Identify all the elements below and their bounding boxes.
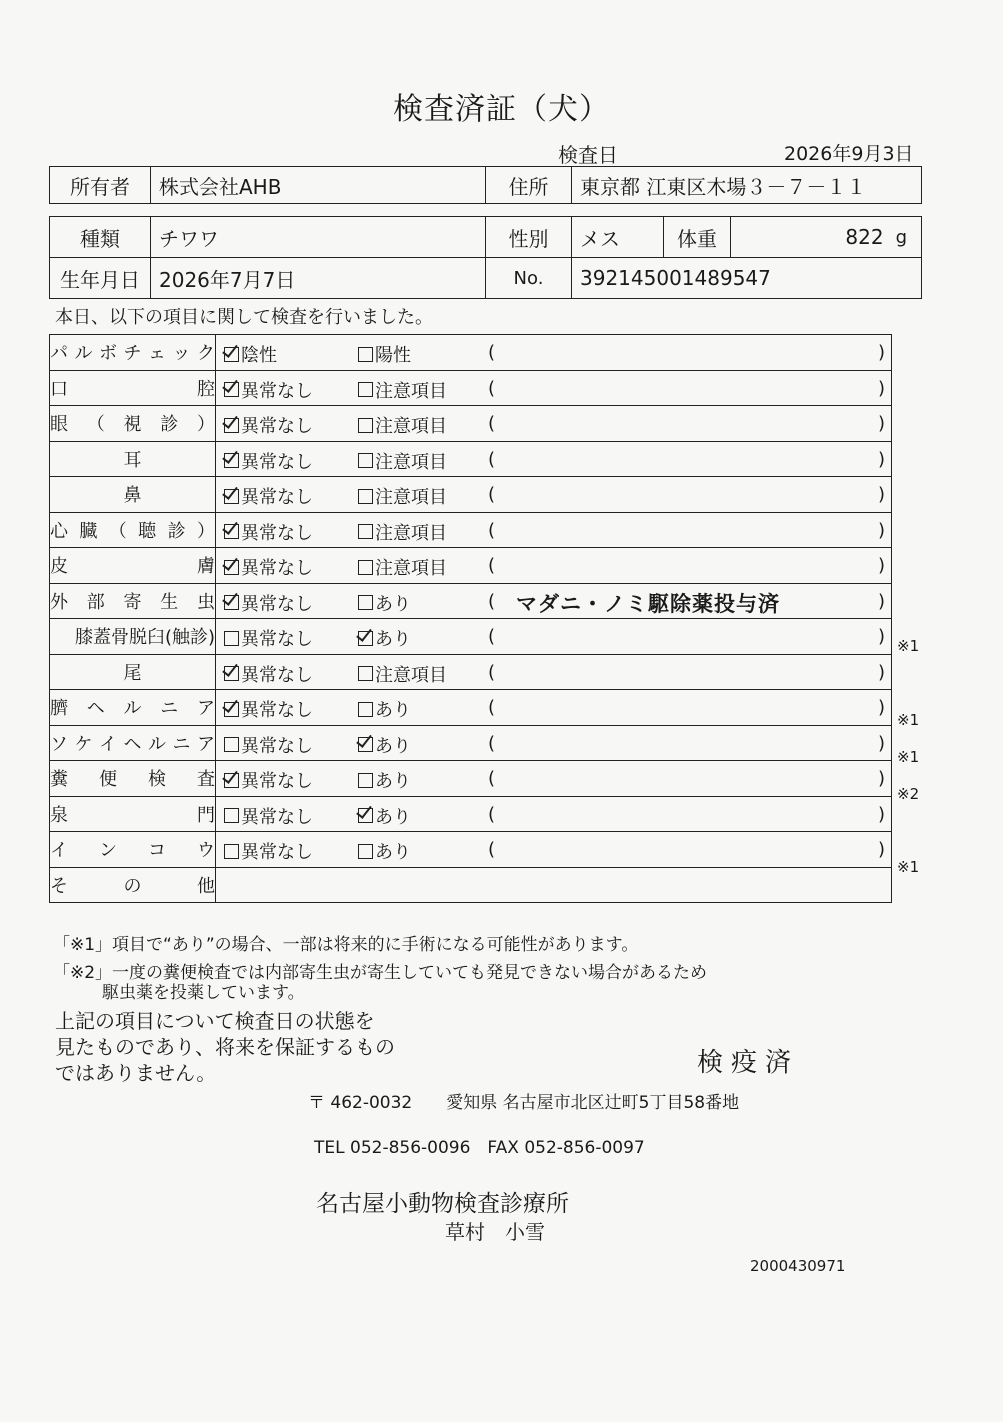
option-label: あり	[375, 806, 411, 828]
disclaimer-line: 見たものであり、将来を保証するもの	[55, 1035, 395, 1059]
option-label: 異常なし	[241, 735, 313, 757]
item-name-char: ヘ	[86, 698, 105, 720]
remarks-close-paren: )	[877, 590, 885, 612]
checkbox-icon[interactable]	[358, 453, 373, 468]
option-label: 異常なし	[241, 558, 313, 579]
remarks-open-paren: (	[488, 519, 496, 541]
remarks-close-paren: )	[877, 697, 885, 718]
result-option-2[interactable]	[358, 519, 447, 545]
result-option-1[interactable]	[224, 341, 277, 367]
option-label: 陰性	[241, 345, 277, 366]
inspection-item-name	[50, 832, 216, 868]
option-label: 異常なし	[241, 629, 313, 650]
checkbox-icon[interactable]	[358, 773, 373, 788]
remarks-open-paren: (	[488, 555, 496, 576]
result-option-1[interactable]	[224, 803, 313, 829]
item-name-char: （	[86, 414, 105, 436]
remarks-close-paren: )	[877, 803, 885, 825]
result-option-2[interactable]	[358, 661, 447, 687]
inspection-result	[216, 335, 892, 371]
owner-label: 所有者	[49, 166, 151, 204]
result-option-2[interactable]	[358, 625, 411, 651]
result-option-1[interactable]	[224, 732, 313, 758]
sex-label: 性別	[485, 216, 572, 258]
item-name-char: 査	[197, 769, 215, 791]
remarks-open-paren: (	[488, 448, 496, 470]
result-option-1[interactable]	[224, 448, 313, 474]
inspection-result	[216, 690, 892, 726]
option-label: 異常なし	[241, 522, 313, 544]
note-reference-mark: ※1	[897, 711, 920, 729]
result-option-2[interactable]	[358, 483, 447, 509]
item-name-char: ェ	[148, 343, 166, 365]
result-option-2[interactable]	[358, 341, 411, 367]
option-label: あり	[375, 629, 411, 650]
inspection-row	[50, 761, 892, 797]
sex-value: メス	[571, 216, 664, 258]
remarks-close-paren: )	[877, 484, 885, 505]
checkbox-icon[interactable]	[224, 702, 239, 717]
item-name-char: 膝蓋骨脱臼(触診)	[74, 627, 215, 649]
item-name-char: 寄	[123, 591, 142, 613]
serial-number: 2000430971	[750, 1257, 846, 1275]
note-reference-mark: ※1	[897, 858, 920, 877]
result-option-2[interactable]	[358, 803, 411, 829]
inspection-row	[50, 725, 892, 761]
checkbox-icon[interactable]	[358, 347, 373, 362]
option-label: あり	[375, 700, 411, 721]
inspection-row	[50, 441, 892, 477]
item-name-char: 臓	[79, 520, 98, 542]
inspection-row	[50, 654, 892, 690]
remarks-open-paren: (	[488, 626, 496, 647]
item-name-char: 虫	[197, 591, 215, 613]
item-name-char: ル	[74, 343, 93, 365]
option-label: 注意項目	[375, 558, 447, 579]
remarks-open-paren: (	[488, 697, 496, 718]
weight-value: 822	[845, 225, 884, 249]
weight-label: 体重	[663, 216, 731, 258]
result-option-1[interactable]	[224, 590, 313, 616]
item-name-char: 他	[197, 875, 215, 897]
checkbox-icon[interactable]	[358, 631, 373, 646]
checkbox-icon[interactable]	[224, 382, 239, 397]
item-name-char: ソ	[50, 733, 68, 755]
checkbox-icon[interactable]	[224, 453, 239, 468]
result-option-1[interactable]	[224, 696, 313, 722]
item-name-char: 皮	[50, 556, 68, 578]
result-option-1[interactable]	[224, 554, 313, 580]
footnote-2-line-1: 「※2」一度の糞便検査では内部寄生虫が寄生していても発見できない場合があるため	[53, 963, 708, 983]
option-label: 陽性	[375, 345, 411, 366]
remarks-close-paren: )	[877, 342, 885, 363]
item-name-char: の	[123, 875, 142, 897]
breed-value: チワワ	[150, 216, 486, 258]
remarks-open-paren: (	[488, 413, 496, 434]
option-label: 注意項目	[375, 664, 447, 686]
checkbox-icon[interactable]	[358, 418, 373, 433]
item-name-char: 泉	[50, 804, 68, 826]
item-name-char: ン	[99, 840, 117, 862]
item-name-char: 診	[167, 520, 186, 542]
inspection-item-name	[50, 583, 216, 619]
option-label: あり	[375, 842, 411, 863]
item-name-char: 便	[99, 769, 117, 791]
disclaimer-line: 上記の項目について検査日の状態を	[55, 1009, 375, 1033]
inspection-row	[50, 512, 892, 548]
inspection-date-value: 2026年9月3日	[784, 143, 914, 165]
remarks-close-paren: )	[877, 413, 885, 434]
quarantine-stamp: 検疫済	[697, 1048, 800, 1078]
item-name-char: （	[108, 520, 127, 542]
inspection-result	[216, 370, 892, 406]
weight-field	[730, 216, 922, 258]
inspection-result	[216, 832, 892, 868]
inspection-result	[216, 761, 892, 797]
result-option-1[interactable]	[224, 377, 313, 403]
remarks-open-paren: (	[488, 768, 496, 789]
result-option-1[interactable]	[224, 661, 313, 687]
inspection-row	[50, 619, 892, 655]
inspection-result	[216, 406, 892, 442]
result-option-2[interactable]	[358, 554, 447, 580]
remarks-open-paren: (	[488, 342, 496, 363]
intro-text: 本日、以下の項目に関して検査を行いました。	[55, 307, 433, 328]
item-name-char: ケ	[74, 733, 93, 755]
item-name-char: ニ	[172, 733, 191, 755]
result-option-2[interactable]	[358, 732, 411, 758]
option-label: 注意項目	[375, 416, 447, 437]
inspection-result	[216, 725, 892, 761]
result-option-2[interactable]	[358, 590, 411, 616]
checkbox-icon[interactable]	[358, 489, 373, 504]
item-name-char: ）	[197, 414, 215, 436]
remarks-open-paren: (	[488, 839, 496, 860]
item-name-char: ニ	[160, 698, 179, 720]
result-option-2[interactable]	[358, 448, 447, 474]
option-label: 異常なし	[241, 487, 313, 508]
option-label: あり	[375, 593, 411, 615]
inspection-row	[50, 690, 892, 726]
inspection-row	[50, 796, 892, 832]
birthdate-label: 生年月日	[49, 257, 151, 299]
checkbox-icon[interactable]	[358, 808, 373, 823]
inspection-row	[50, 477, 892, 513]
option-label: 注意項目	[375, 522, 447, 544]
checkbox-icon[interactable]	[358, 737, 373, 752]
doctor-name: 草村 小雪	[445, 1220, 545, 1244]
inspection-item-name	[50, 335, 216, 371]
inspection-result	[216, 796, 892, 832]
inspection-result	[216, 512, 892, 548]
note-reference-mark: ※1	[897, 747, 920, 766]
checkbox-icon[interactable]	[358, 382, 373, 397]
inspection-row	[50, 335, 892, 371]
checkbox-icon[interactable]	[358, 702, 373, 717]
item-name-char: チ	[123, 343, 142, 365]
item-name-char: 耳	[123, 449, 142, 471]
remarks-close-paren: )	[877, 626, 885, 647]
item-name-char: 眼	[50, 414, 68, 436]
inspection-item-name	[50, 761, 216, 797]
inspection-item-name	[50, 619, 216, 655]
address-label: 住所	[485, 166, 572, 204]
result-option-1[interactable]	[224, 519, 313, 545]
item-name-char: 検	[148, 769, 166, 791]
remarks-close-paren: )	[877, 732, 885, 754]
option-label: 注意項目	[375, 487, 447, 508]
inspection-row	[50, 583, 892, 619]
remarks-close-paren: )	[877, 377, 885, 399]
clinic-name: 名古屋小動物検査診療所	[316, 1191, 569, 1217]
breed-label: 種類	[49, 216, 151, 258]
item-name-char: コ	[148, 840, 166, 862]
item-name-char: ボ	[99, 343, 117, 365]
clinic-address: 〒 462-0032 愛知県 名古屋市北区辻町5丁目58番地	[308, 1093, 740, 1113]
option-label: 異常なし	[241, 806, 313, 828]
inspection-item-name	[50, 370, 216, 406]
inspection-item-name	[50, 796, 216, 832]
inspection-item-name	[50, 690, 216, 726]
result-option-1[interactable]	[224, 767, 313, 793]
remarks-close-paren: )	[877, 519, 885, 541]
result-option-1[interactable]	[224, 838, 313, 864]
note-reference-mark: ※2	[897, 784, 920, 803]
item-name-char: 口	[50, 378, 68, 400]
disclaimer-line: ではありません。	[55, 1061, 217, 1085]
inspection-item-name	[50, 441, 216, 477]
inspection-result	[216, 619, 892, 655]
result-option-2[interactable]	[358, 696, 411, 722]
item-name-char: イ	[99, 733, 117, 755]
result-option-1[interactable]	[224, 483, 313, 509]
option-label: 異常なし	[241, 593, 313, 615]
checkbox-icon[interactable]	[224, 631, 239, 646]
inspection-item-name	[50, 654, 216, 690]
option-label: あり	[375, 771, 411, 792]
item-name-char: ア	[197, 733, 215, 755]
item-name-char: ル	[123, 698, 142, 720]
remarks-open-paren: (	[488, 803, 496, 825]
inspection-item-name	[50, 512, 216, 548]
item-name-char: 診	[160, 414, 179, 436]
checkbox-icon[interactable]	[358, 595, 373, 610]
remarks-open-paren: (	[488, 590, 496, 612]
checkbox-icon[interactable]	[224, 773, 239, 788]
remarks-close-paren: )	[877, 661, 885, 683]
result-option-1[interactable]	[224, 412, 313, 438]
disclaimer-statement	[55, 1008, 435, 1086]
remarks-open-paren: (	[488, 484, 496, 505]
owner-value: 株式会社AHB	[150, 166, 486, 204]
inspection-item-name	[50, 477, 216, 513]
inspection-date-label: 検査日	[558, 143, 618, 167]
remarks-open-paren: (	[488, 732, 496, 754]
inspection-row	[50, 406, 892, 442]
inspection-result	[216, 583, 892, 619]
result-option-2[interactable]	[358, 838, 411, 864]
item-name-char: ク	[197, 343, 215, 365]
footnote-1: 「※1」項目で“あり”の場合、一部は将来的に手術になる可能性があります。	[53, 935, 639, 955]
checkbox-icon[interactable]	[224, 808, 239, 823]
birthdate-value: 2026年7月7日	[150, 257, 486, 299]
item-name-char: 鼻	[123, 485, 142, 507]
item-name-char: パ	[50, 343, 68, 365]
weight-unit: g	[895, 226, 907, 248]
footnote-2-line-2: 駆虫薬を投薬しています。	[102, 983, 305, 1003]
item-name-char: ア	[197, 698, 215, 720]
checkbox-icon[interactable]	[224, 737, 239, 752]
remarks-close-paren: )	[877, 555, 885, 576]
option-label: 異常なし	[241, 771, 313, 792]
option-label: 異常なし	[241, 416, 313, 437]
checkbox-icon[interactable]	[224, 524, 239, 539]
item-name-char: 視	[123, 414, 142, 436]
option-label: 異常なし	[241, 380, 313, 402]
item-name-char: 部	[86, 591, 105, 613]
item-name-char: 腔	[197, 378, 215, 400]
item-name-char: 生	[160, 591, 179, 613]
checkbox-icon[interactable]	[224, 844, 239, 859]
inspection-row	[50, 832, 892, 868]
checkbox-icon[interactable]	[358, 524, 373, 539]
item-name-char: 心	[50, 520, 68, 542]
option-label: あり	[375, 735, 411, 757]
item-name-char: 膚	[197, 556, 215, 578]
other-remarks-field[interactable]	[216, 867, 892, 903]
remarks-open-paren: (	[488, 377, 496, 399]
inspection-row	[50, 370, 892, 406]
item-name-char: ッ	[172, 343, 191, 365]
number-label: No.	[485, 257, 572, 299]
checkbox-icon[interactable]	[224, 489, 239, 504]
remarks-close-paren: )	[877, 448, 885, 470]
checkbox-icon[interactable]	[224, 347, 239, 362]
remarks-open-paren: (	[488, 661, 496, 683]
inspection-result	[216, 548, 892, 584]
item-name-char: ）	[196, 520, 215, 542]
option-label: 注意項目	[375, 451, 447, 473]
option-label: 異常なし	[241, 664, 313, 686]
item-name-char: ル	[148, 733, 166, 755]
remarks-text: マダニ・ノミ駆除薬投与済	[516, 591, 780, 616]
address-value: 東京都 江東区木場３－７－１１	[571, 166, 922, 204]
item-name-char: そ	[50, 875, 68, 897]
checkbox-icon[interactable]	[358, 666, 373, 681]
number-value: 392145001489547	[571, 257, 922, 299]
item-name-char: 尾	[123, 662, 142, 684]
checkbox-icon[interactable]	[224, 666, 239, 681]
option-label: 異常なし	[241, 451, 313, 473]
remarks-close-paren: )	[877, 768, 885, 789]
item-name-char: ウ	[197, 840, 215, 862]
inspection-item-name	[50, 548, 216, 584]
clinic-tel-fax: TEL 052-856-0096 FAX 052-856-0097	[314, 1138, 645, 1158]
item-name-char: 聴	[138, 520, 157, 542]
document-title: 検査済証（犬）	[393, 92, 610, 127]
inspection-item-name	[50, 406, 216, 442]
item-name-char: ヘ	[123, 733, 142, 755]
option-label: 注意項目	[375, 380, 447, 402]
checkbox-icon[interactable]	[358, 560, 373, 575]
checkbox-icon[interactable]	[224, 595, 239, 610]
checkbox-icon[interactable]	[224, 560, 239, 575]
item-name-char: 外	[50, 591, 68, 613]
inspection-row	[50, 548, 892, 584]
inspection-row-other	[50, 867, 892, 903]
item-name-char: 糞	[50, 769, 68, 791]
option-label: 異常なし	[241, 700, 313, 721]
checkbox-icon[interactable]	[358, 844, 373, 859]
inspection-item-name	[50, 867, 216, 903]
option-label: 異常なし	[241, 842, 313, 863]
checkbox-icon[interactable]	[224, 418, 239, 433]
inspection-item-name	[50, 725, 216, 761]
result-option-2[interactable]	[358, 377, 447, 403]
item-name-char: 臍	[50, 698, 68, 720]
result-option-2[interactable]	[358, 767, 411, 793]
note-reference-mark: ※1	[897, 637, 920, 656]
result-option-1[interactable]	[224, 625, 313, 651]
item-name-char: イ	[50, 840, 68, 862]
inspection-result	[216, 441, 892, 477]
remarks-close-paren: )	[877, 839, 885, 860]
inspection-result	[216, 477, 892, 513]
result-option-2[interactable]	[358, 412, 447, 438]
item-name-char: 門	[197, 804, 215, 826]
inspection-result	[216, 654, 892, 690]
inspection-items-table	[49, 334, 892, 903]
